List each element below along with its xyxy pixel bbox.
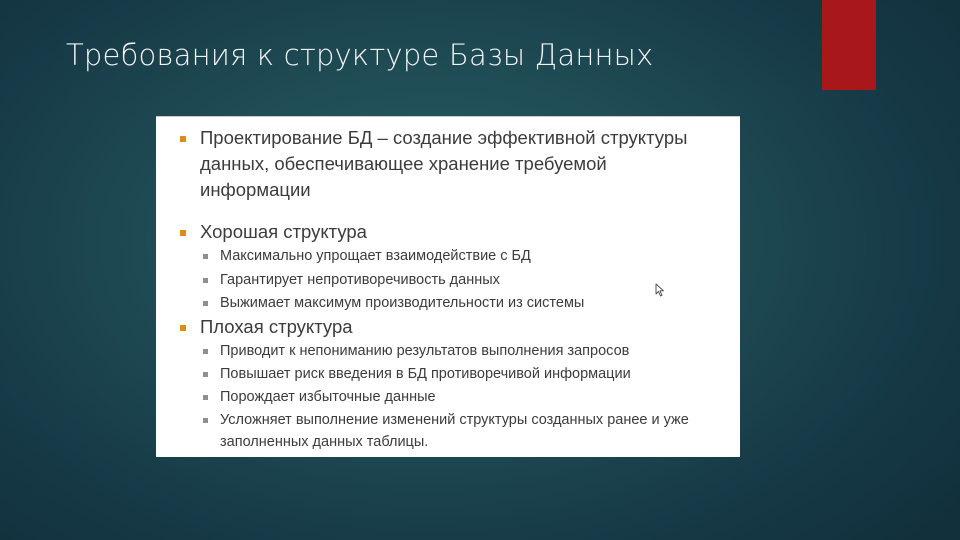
sub-bullet-text: Максимально упрощает взаимодействие с БД [220,248,531,264]
sub-bullet-marker [203,254,208,259]
bullet-item-design [200,125,720,203]
sub-bullet-item [220,364,720,386]
bullet-marker [180,136,186,142]
bullet-marker [180,230,186,236]
bullet-text: Хорошая структура [200,221,367,242]
sub-bullet-marker [203,418,208,423]
sub-bullet-marker [203,372,208,377]
sub-bullet-text: Усложняет выполнение изменений структуры созданных ранее и уже заполненных данных таблицы. [220,412,693,450]
red-accent-bar [822,0,876,90]
sub-bullet-item [220,293,720,315]
sub-bullet-item [220,341,720,363]
sub-bullet-text: Приводит к непониманию результатов выполнения запросов [220,343,630,359]
bullet-text: Плохая структура [200,316,353,337]
sub-bullet-marker [203,301,208,306]
sub-bullet-item [220,410,720,453]
sub-bullet-item [220,246,720,268]
sub-bullet-marker [203,395,208,400]
content-image [156,116,740,457]
sub-bullet-marker [203,349,208,354]
bullet-item-bad-structure [200,314,720,340]
sub-bullet-marker [203,278,208,283]
slide-title: Требования к структуре Базы Данных [66,38,654,72]
sub-bullet-text: Порождает избыточные данные [220,389,436,405]
sub-bullet-text: Выжимает максимум производительности из системы [220,295,585,311]
sub-bullet-text: Повышает риск введения в БД противоречивой информации [220,366,631,382]
sub-bullet-item [220,387,720,409]
bullet-item-good-structure [200,219,720,245]
mouse-cursor-icon [655,283,665,297]
bullet-marker [180,325,186,331]
sub-bullet-text: Гарантирует непротиворечивость данных [220,272,500,288]
sub-bullet-item [220,270,720,292]
bullet-text: Проектирование БД – создание эффективной структуры данных, обеспечивающее хранение требуемой информации [200,127,693,200]
